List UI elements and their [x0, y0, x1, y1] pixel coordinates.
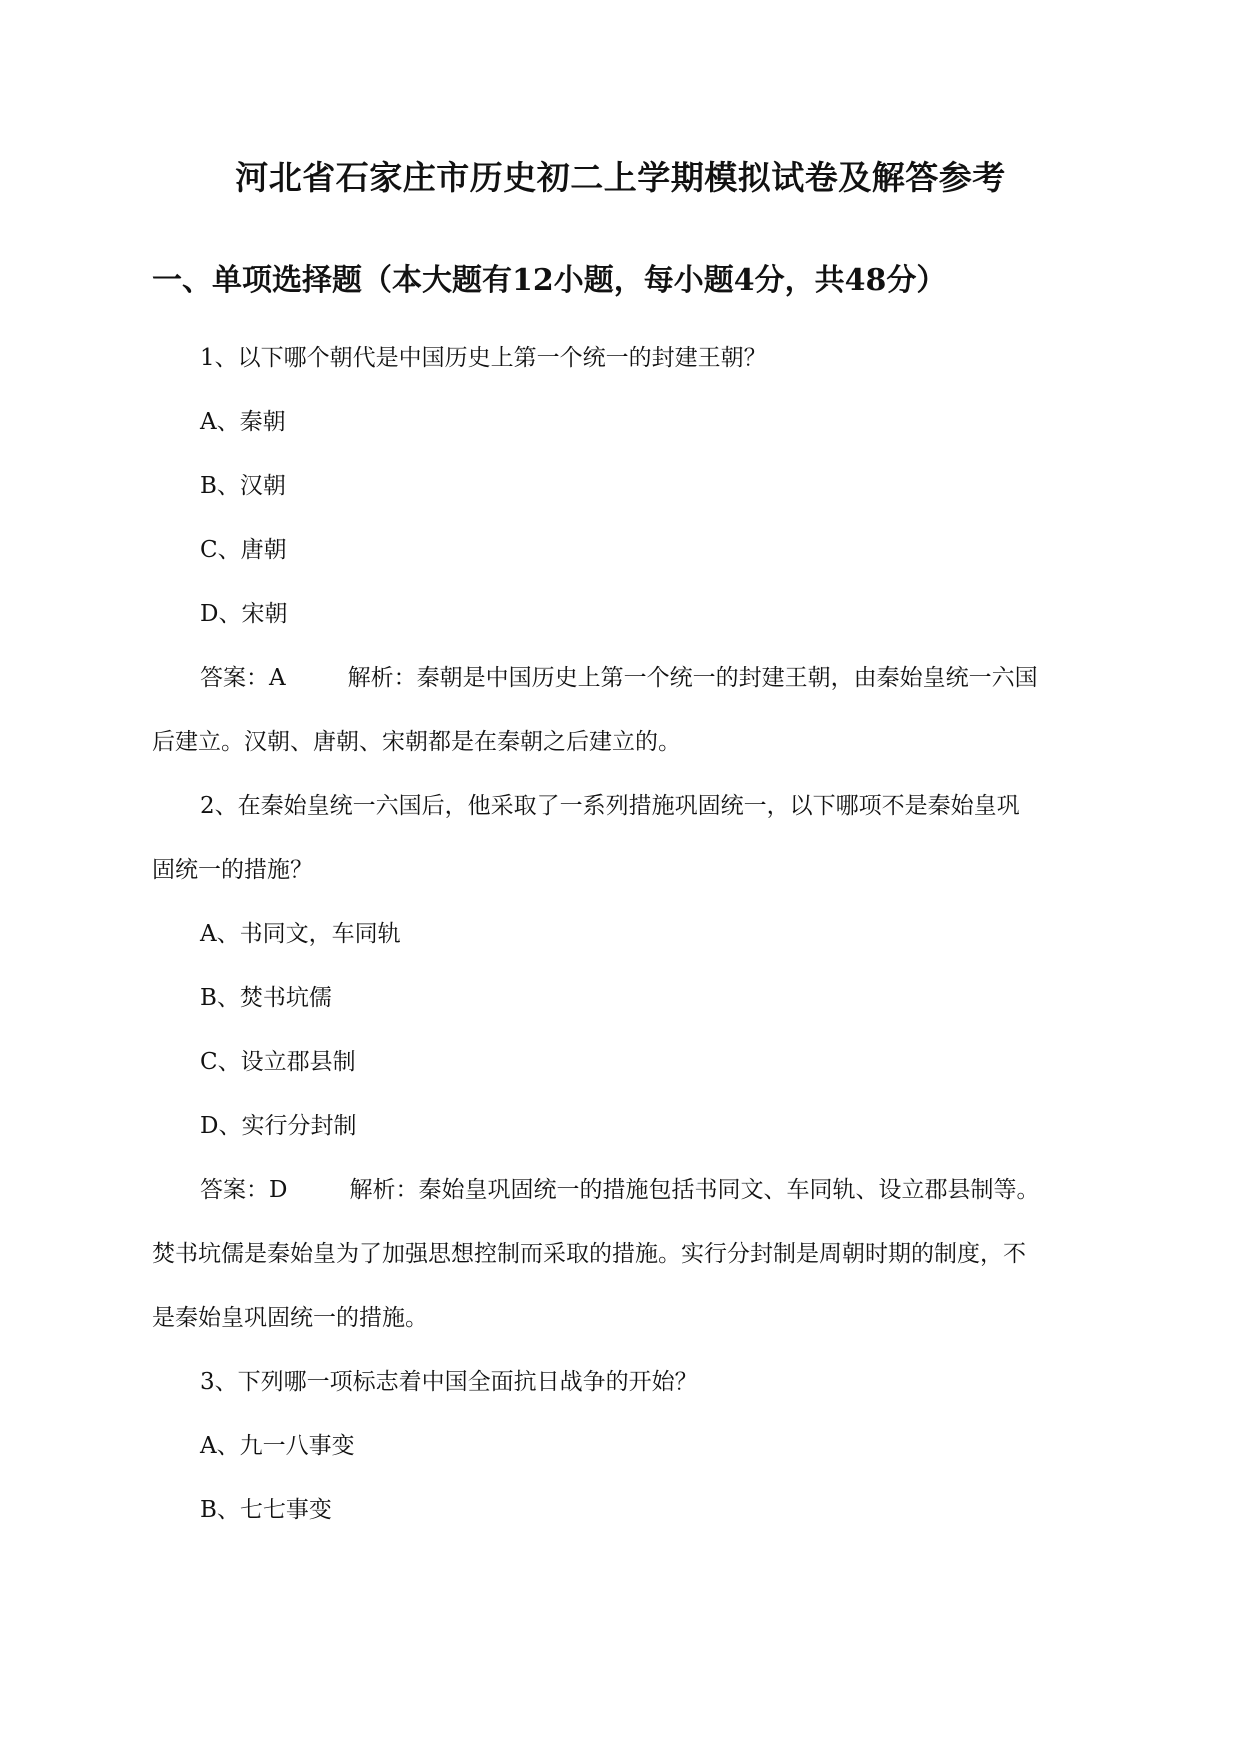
question-2-option-d: D、实行分封制 [200, 1113, 357, 1139]
question-2-analysis-cont-2: 是秦始皇巩固统一的措施。 [152, 1305, 428, 1331]
page-title: 河北省石家庄市历史初二上学期模拟试卷及解答参考 [235, 158, 1006, 197]
question-3-stem: 3、下列哪一项标志着中国全面抗日战争的开始？ [200, 1369, 698, 1395]
question-2-stem-cont: 固统一的措施？ [152, 857, 313, 883]
question-2-option-b: B、焚书坑儒 [200, 985, 332, 1011]
question-1-analysis: 解析：秦朝是中国历史上第一个统一的封建王朝，由秦始皇统一六国 [347, 665, 1038, 691]
question-1-stem: 1、以下哪个朝代是中国历史上第一个统一的封建王朝？ [200, 345, 767, 371]
question-3-option-b: B、七七事变 [200, 1497, 332, 1523]
question-2-analysis: 解析：秦始皇巩固统一的措施包括书同文、车同轨、设立郡县制等。 [349, 1177, 1040, 1203]
section-heading: 一、单项选择题（本大题有12小题，每小题4分，共48分） [152, 263, 947, 298]
question-2-analysis-cont-1: 焚书坑儒是秦始皇为了加强思想控制而采取的措施。实行分封制是周朝时期的制度，不 [152, 1241, 1026, 1267]
question-2-answer-line [200, 1173, 1039, 1207]
question-2-stem: 2、在秦始皇统一六国后，他采取了一系列措施巩固统一，以下哪项不是秦始皇巩 [200, 793, 1020, 819]
question-1-option-c: C、唐朝 [200, 537, 287, 563]
question-2-answer: 答案：D [200, 1177, 288, 1203]
question-1-answer: 答案：A [200, 665, 286, 691]
question-1-answer-line [200, 661, 1038, 695]
question-2-option-c: C、设立郡县制 [200, 1049, 356, 1075]
question-1-option-a: A、秦朝 [200, 409, 286, 435]
question-1-option-b: B、汉朝 [200, 473, 286, 499]
question-1-option-d: D、宋朝 [200, 601, 288, 627]
question-3-option-a: A、九一八事变 [200, 1433, 355, 1459]
question-1-analysis-cont: 后建立。汉朝、唐朝、宋朝都是在秦朝之后建立的。 [152, 729, 681, 755]
question-2-option-a: A、书同文，车同轨 [200, 921, 401, 947]
